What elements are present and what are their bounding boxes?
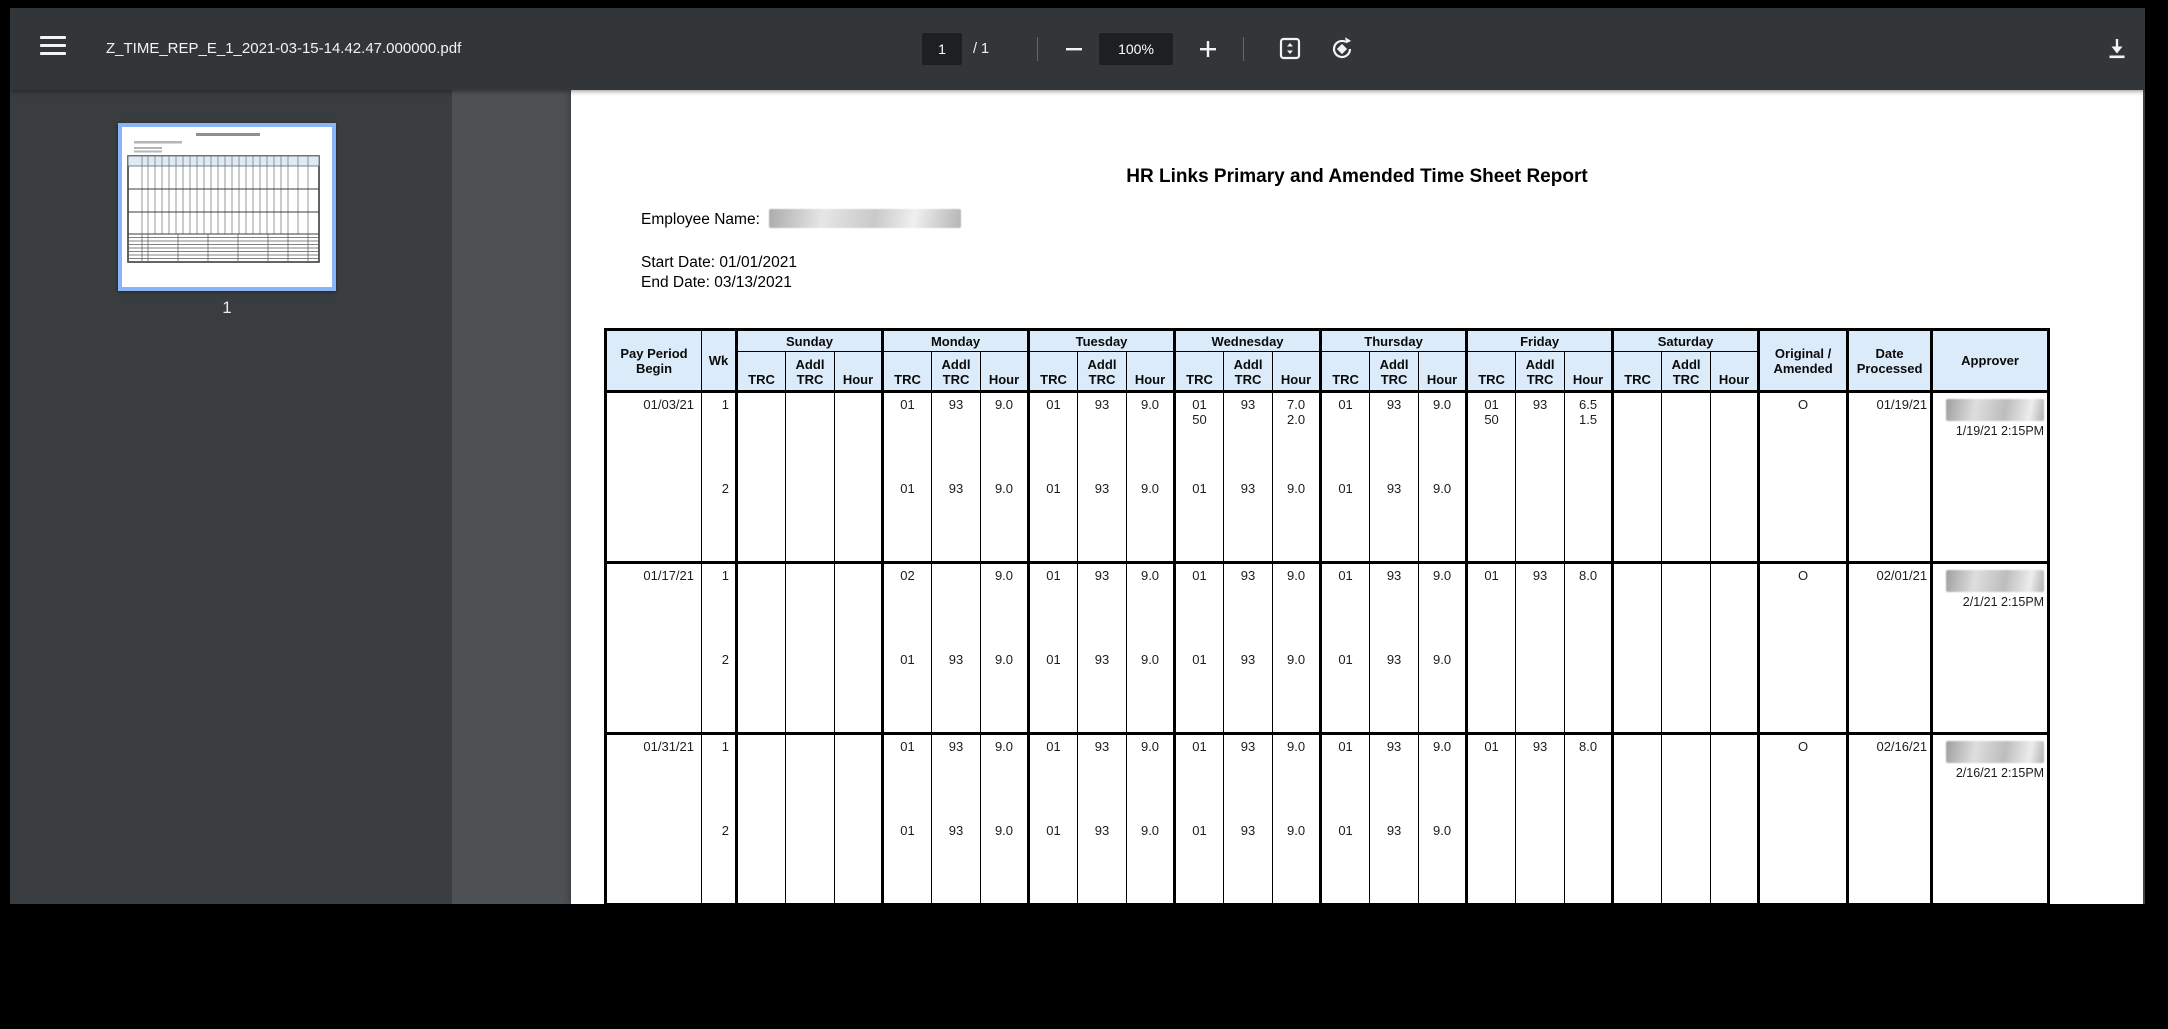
week2-value: 9.0 — [1433, 823, 1452, 838]
subcol-header-hour: Hour — [1419, 352, 1467, 392]
download-button[interactable] — [2103, 35, 2131, 63]
week-number: 2 — [721, 652, 729, 667]
week2-value: 93 — [1240, 481, 1256, 496]
timesheet-table — [604, 328, 2050, 904]
week2-value: 9.0 — [1287, 481, 1306, 496]
day-addl-cell — [1516, 392, 1565, 563]
week1-value: 01 — [1338, 739, 1353, 754]
week1-value: 93 — [1094, 739, 1110, 754]
week1-value: 9.0 — [994, 568, 1014, 583]
week2-value: 93 — [1386, 481, 1402, 496]
day-trc-cell — [1321, 392, 1370, 563]
document-viewport — [452, 90, 2145, 904]
day-addl-cell — [1078, 734, 1127, 905]
day-hour-cell — [1419, 392, 1467, 563]
fit-page-icon — [1276, 35, 1304, 63]
week1-value: 93 — [1532, 568, 1548, 583]
week1-value: 01 — [1484, 739, 1499, 754]
day-addl-cell — [1516, 734, 1565, 905]
employee-name-label: Employee Name: — [641, 211, 760, 228]
week2-value: 93 — [1094, 481, 1110, 496]
toolbar-divider — [1243, 37, 1244, 61]
week1-value: 9.0 — [994, 397, 1014, 412]
week2-value: 93 — [1094, 652, 1110, 667]
day-hour-cell — [1711, 392, 1759, 563]
original-amended-value: O — [1798, 739, 1809, 754]
week2-value: 01 — [1338, 823, 1353, 838]
day-addl-cell — [1370, 734, 1419, 905]
approver-timestamp: 2/16/21 2:15PM — [1955, 766, 2045, 780]
week2-value: 9.0 — [1140, 481, 1160, 496]
approver-cell — [1932, 563, 2049, 734]
week2-value: 93 — [1094, 823, 1110, 838]
plus-icon — [1194, 35, 1222, 63]
pay-period-begin-cell — [606, 734, 702, 905]
week1-value: 93 — [1240, 739, 1256, 754]
report-title: HR Links Primary and Amended Time Sheet Report — [1126, 166, 1588, 187]
timesheet-table-container — [604, 328, 2050, 904]
day-trc-cell — [883, 392, 932, 563]
week2-value: 93 — [1240, 823, 1256, 838]
week1-value: 01 — [1192, 739, 1207, 754]
subcol-header-trc: TRC — [737, 352, 786, 392]
date-processed-value: 01/19/21 — [1876, 397, 1928, 412]
week1-value: 01 — [1192, 568, 1207, 583]
week2-value: 01 — [900, 823, 915, 838]
day-hour-cell — [1127, 734, 1175, 905]
day-trc-cell — [1467, 734, 1516, 905]
week1-value: 01 — [1338, 568, 1353, 583]
week2-value: 9.0 — [1433, 481, 1452, 496]
week1-value: 01 — [1046, 739, 1061, 754]
week1-value: 02 — [900, 568, 915, 583]
subcol-header-hour: Hour — [1127, 352, 1175, 392]
day-addl-cell — [786, 734, 835, 905]
day-trc-cell — [1029, 392, 1078, 563]
day-trc-cell — [1175, 734, 1224, 905]
week1-value: 93 — [948, 739, 964, 754]
subcol-header-hour: Hour — [1711, 352, 1759, 392]
col-header-original-amended: Original / Amended — [1759, 330, 1848, 392]
day-trc-cell — [1029, 734, 1078, 905]
approver-cell — [1932, 392, 2049, 563]
col-header-monday: Monday — [883, 330, 1029, 352]
pdf-toolbar — [10, 8, 2145, 90]
rotate-counterclockwise-icon — [1328, 35, 1356, 63]
subcol-header-trc: TRC — [1467, 352, 1516, 392]
day-trc-cell — [883, 734, 932, 905]
week2-value: 01 — [1338, 652, 1353, 667]
date-processed-cell — [1848, 392, 1932, 563]
col-header-sunday: Sunday — [737, 330, 883, 352]
day-trc-cell — [737, 734, 786, 905]
col-header-approver: Approver — [1932, 330, 2049, 392]
day-addl-cell — [1078, 563, 1127, 734]
header-row-days — [606, 330, 2049, 352]
toolbar-divider — [1037, 37, 1038, 61]
day-addl-cell — [1662, 563, 1711, 734]
document-filename: Z_TIME_REP_E_1_2021-03-15-14.42.47.000000.pdf — [106, 40, 462, 57]
day-trc-cell — [883, 563, 932, 734]
day-hour-cell — [981, 392, 1029, 563]
day-addl-cell — [786, 392, 835, 563]
day-hour-cell — [1419, 734, 1467, 905]
week2-value: 01 — [1046, 823, 1061, 838]
day-hour-cell — [981, 563, 1029, 734]
day-hour-cell — [1127, 563, 1175, 734]
approver-name-redacted — [1946, 741, 2044, 763]
subcol-header-addl-trc: Addl TRC — [1516, 352, 1565, 392]
day-hour-cell — [1419, 563, 1467, 734]
week1-value: 6.5 1.5 — [1579, 397, 1598, 427]
week1-value: 7.0 2.0 — [1287, 397, 1306, 427]
day-addl-cell — [1370, 563, 1419, 734]
date-processed-value: 02/01/21 — [1876, 568, 1928, 583]
wk-cell — [702, 392, 737, 563]
week2-value: 93 — [948, 823, 964, 838]
approver-cell — [1932, 734, 2049, 905]
subcol-header-addl-trc: Addl TRC — [1370, 352, 1419, 392]
original-amended-cell — [1759, 734, 1848, 905]
week1-value: 93 — [1386, 739, 1402, 754]
week1-value: 93 — [1532, 397, 1548, 412]
start-date-line: Start Date: 01/01/2021 — [641, 254, 797, 271]
col-header-wk: Wk — [702, 330, 737, 392]
end-date-line: End Date: 03/13/2021 — [641, 274, 792, 291]
zoom-out-button[interactable] — [1060, 35, 1088, 63]
day-addl-cell — [1662, 392, 1711, 563]
week-number: 1 — [721, 739, 729, 754]
menu-icon[interactable] — [40, 36, 68, 62]
approver-value — [1933, 397, 2047, 439]
week-number: 2 — [721, 481, 729, 496]
day-trc-cell — [1467, 392, 1516, 563]
subcol-header-trc: TRC — [1321, 352, 1370, 392]
pdf-viewer-window — [10, 8, 2145, 904]
week1-value: 93 — [1386, 568, 1402, 583]
week2-value: 01 — [900, 481, 915, 496]
thumbnail-sidebar — [10, 90, 452, 904]
week1-value: 9.0 — [1433, 568, 1452, 583]
pay-period-begin-value: 01/31/21 — [643, 739, 694, 754]
col-header-tuesday: Tuesday — [1029, 330, 1175, 352]
original-amended-value: O — [1798, 568, 1809, 583]
day-hour-cell — [1565, 563, 1613, 734]
pdf-page — [571, 90, 2143, 904]
day-trc-cell — [1613, 563, 1662, 734]
week1-value: 9.0 — [1433, 739, 1452, 754]
wk-cell — [702, 563, 737, 734]
col-header-saturday: Saturday — [1613, 330, 1759, 352]
day-addl-cell — [932, 734, 981, 905]
week2-value: 01 — [1192, 823, 1207, 838]
subcol-header-addl-trc: Addl TRC — [1078, 352, 1127, 392]
week2-value: 9.0 — [994, 652, 1014, 667]
day-addl-cell — [1516, 563, 1565, 734]
week2-value: 9.0 — [1433, 652, 1452, 667]
day-trc-cell — [1321, 734, 1370, 905]
zoom-level-input[interactable]: 100% — [1099, 33, 1173, 65]
week1-value: 9.0 — [1140, 739, 1160, 754]
week1-value: 9.0 — [1287, 568, 1306, 583]
week2-value: 9.0 — [1140, 652, 1160, 667]
subcol-header-trc: TRC — [1029, 352, 1078, 392]
week2-value: 01 — [1192, 481, 1207, 496]
day-addl-cell — [1078, 392, 1127, 563]
wk-cell — [702, 734, 737, 905]
week-number: 1 — [721, 397, 729, 412]
week2-value: 9.0 — [994, 481, 1014, 496]
approver-name-redacted — [1946, 399, 2044, 421]
subcol-header-hour: Hour — [1273, 352, 1321, 392]
day-hour-cell — [1273, 734, 1321, 905]
col-header-wednesday: Wednesday — [1175, 330, 1321, 352]
day-trc-cell — [1321, 563, 1370, 734]
col-header-friday: Friday — [1467, 330, 1613, 352]
day-trc-cell — [1613, 734, 1662, 905]
day-trc-cell — [1613, 392, 1662, 563]
zoom-in-button[interactable] — [1194, 35, 1222, 63]
pay-period-begin-cell — [606, 392, 702, 563]
day-hour-cell — [1273, 563, 1321, 734]
day-hour-cell — [1273, 392, 1321, 563]
week1-value: 9.0 — [1433, 397, 1452, 412]
employee-name-redacted — [769, 209, 961, 228]
day-trc-cell — [1175, 563, 1224, 734]
week2-value: 93 — [1386, 823, 1402, 838]
day-trc-cell — [1175, 392, 1224, 563]
subcol-header-trc: TRC — [1175, 352, 1224, 392]
col-header-date-processed: Date Processed — [1848, 330, 1932, 392]
day-hour-cell — [835, 734, 883, 905]
download-icon — [2103, 35, 2131, 63]
subcol-header-addl-trc: Addl TRC — [1662, 352, 1711, 392]
week1-value: 9.0 — [1140, 397, 1160, 412]
week-number: 1 — [721, 568, 729, 583]
subcol-header-addl-trc: Addl TRC — [786, 352, 835, 392]
day-hour-cell — [1711, 563, 1759, 734]
thumbnail-preview-image — [122, 127, 332, 287]
viewer-body — [10, 90, 2145, 904]
subcol-header-addl-trc: Addl TRC — [1224, 352, 1273, 392]
thumbnail-page-number: 1 — [222, 298, 232, 317]
day-trc-cell — [737, 392, 786, 563]
col-header-pay-period-begin: Pay Period Begin — [606, 330, 702, 392]
day-addl-cell — [786, 563, 835, 734]
day-hour-cell — [1565, 392, 1613, 563]
day-hour-cell — [1711, 734, 1759, 905]
minus-icon — [1060, 35, 1088, 63]
week1-value: 01 50 — [1484, 397, 1499, 427]
day-addl-cell — [932, 563, 981, 734]
day-trc-cell — [1467, 563, 1516, 734]
date-processed-cell — [1848, 734, 1932, 905]
week1-value: 93 — [1094, 397, 1110, 412]
approver-name-redacted — [1946, 570, 2044, 592]
day-hour-cell — [1127, 392, 1175, 563]
week1-value: 93 — [1094, 568, 1110, 583]
week2-value: 9.0 — [1287, 823, 1306, 838]
page-number-input[interactable]: 1 — [922, 33, 962, 65]
date-processed-cell — [1848, 563, 1932, 734]
day-addl-cell — [1224, 392, 1273, 563]
subcol-header-hour: Hour — [835, 352, 883, 392]
week2-value: 01 — [1046, 481, 1061, 496]
approver-value — [1933, 568, 2047, 610]
day-hour-cell — [981, 734, 1029, 905]
original-amended-cell — [1759, 563, 1848, 734]
pay-period-begin-cell — [606, 563, 702, 734]
week1-value: 93 — [1386, 397, 1402, 412]
week2-value: 9.0 — [1287, 652, 1306, 667]
week1-value: 9.0 — [1140, 568, 1160, 583]
week1-value: 01 50 — [1192, 397, 1207, 427]
week1-value: 93 — [1240, 397, 1256, 412]
week1-value: 01 — [900, 739, 915, 754]
day-hour-cell — [1565, 734, 1613, 905]
week1-value: 01 — [1046, 568, 1061, 583]
day-hour-cell — [835, 392, 883, 563]
date-processed-value: 02/16/21 — [1876, 739, 1928, 754]
week2-value: 01 — [1046, 652, 1061, 667]
pay-period-row — [606, 392, 2049, 563]
pay-period-begin-value: 01/17/21 — [643, 568, 694, 583]
subcol-header-hour: Hour — [1565, 352, 1613, 392]
pay-period-begin-value: 01/03/21 — [643, 397, 694, 412]
subcol-header-trc: TRC — [1613, 352, 1662, 392]
week1-value: 9.0 — [994, 739, 1014, 754]
subcol-header-addl-trc: Addl TRC — [932, 352, 981, 392]
approver-timestamp: 2/1/21 2:15PM — [1962, 595, 2045, 609]
week2-value: 93 — [948, 652, 964, 667]
day-trc-cell — [1029, 563, 1078, 734]
week2-value: 93 — [1240, 652, 1256, 667]
subcol-header-trc: TRC — [883, 352, 932, 392]
subcol-header-hour: Hour — [981, 352, 1029, 392]
week2-value: 9.0 — [994, 823, 1014, 838]
pay-period-row — [606, 563, 2049, 734]
day-addl-cell — [1224, 734, 1273, 905]
original-amended-value: O — [1798, 397, 1809, 412]
week2-value: 93 — [1386, 652, 1402, 667]
approver-value — [1933, 739, 2047, 781]
day-trc-cell — [737, 563, 786, 734]
original-amended-cell — [1759, 392, 1848, 563]
rotate-button[interactable] — [1328, 35, 1356, 63]
week2-value: 01 — [1338, 481, 1353, 496]
col-header-thursday: Thursday — [1321, 330, 1467, 352]
week1-value: 01 — [1046, 397, 1061, 412]
day-hour-cell — [835, 563, 883, 734]
week2-value: 01 — [1192, 652, 1207, 667]
week1-value: 93 — [1532, 739, 1548, 754]
day-addl-cell — [1370, 392, 1419, 563]
week1-value: 01 — [1338, 397, 1353, 412]
day-addl-cell — [932, 392, 981, 563]
week1-value: 8.0 — [1579, 568, 1598, 583]
week1-value: 01 — [900, 397, 915, 412]
week1-value: 9.0 — [1287, 739, 1306, 754]
fit-to-page-button[interactable] — [1276, 35, 1304, 63]
week2-value: 9.0 — [1140, 823, 1160, 838]
page-count-label: / 1 — [973, 41, 990, 57]
week1-value: 01 — [1484, 568, 1499, 583]
week1-value: 8.0 — [1579, 739, 1598, 754]
week1-value: 93 — [948, 397, 964, 412]
week1-value: 93 — [1240, 568, 1256, 583]
day-addl-cell — [1662, 734, 1711, 905]
employee-name-line — [641, 211, 961, 229]
week-number: 2 — [721, 823, 729, 838]
week2-value: 93 — [948, 481, 964, 496]
pay-period-row — [606, 734, 2049, 905]
page-thumbnail[interactable] — [118, 123, 336, 291]
approver-timestamp: 1/19/21 2:15PM — [1955, 424, 2045, 438]
day-addl-cell — [1224, 563, 1273, 734]
week2-value: 01 — [900, 652, 915, 667]
